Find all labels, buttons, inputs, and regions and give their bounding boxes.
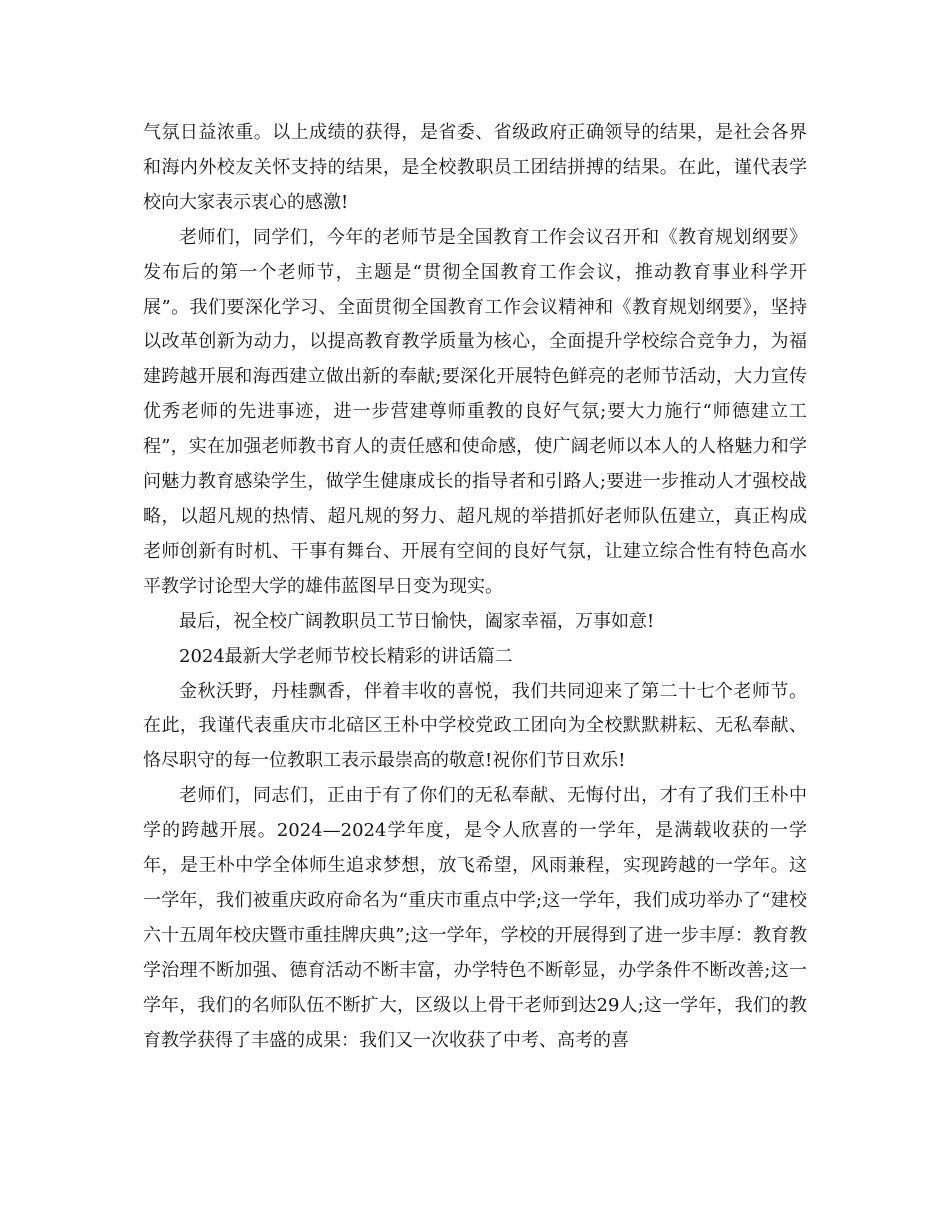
section-heading: 2024最新大学老师节校长精彩的讲话篇二 xyxy=(179,645,513,667)
paragraph-continuation: 气氛日益浓重。以上成绩的获得，是省委、省级政府正确领导的结果，是社会各界和海内外校友关怀支持的结果，是全校教职员工团结拼搏的结果。在此，谨代表学校向大家表示衷心的感激! xyxy=(143,122,807,213)
paragraph-achievements: 老师们，同志们，正由于有了你们的无私奉献、无悔付出，才有了我们王朴中学的跨越开展。2024—2024学年度，是令人欣喜的一学年，是满载收获的一学年，是王朴中学全体师生追求梦想，放飞希望，风雨兼程，实现跨越的一学年。这一学年，我们被重庆政府命名为“重庆市重点中学;这一学年，我们成功举办了“建校六十五周年校庆暨市重挂牌庆典”;这一学年，学校的开展得到了进一步丰厚：教育教学治理不断加强、德育活动不断丰富，办学特色不断彰显，办学条件不断改善;这一学年，我们的名师队伍不断扩大，区级以上骨干老师到达29人;这一学年，我们的教育教学获得了丰盛的成果：我们又一次收获了中考、高考的喜 xyxy=(143,785,807,1051)
paragraph-teachers-day-theme: 老师们，同学们，今年的老师节是全国教育工作会议召开和《教育规划纲要》发布后的第一个老师节，主题是“贯彻全国教育工作会议，推动教育事业科学开展”。我们要深化学习、全面贯彻全国教育工作会议精神和《教育规划纲要》，坚持以改革创新为动力，以提高教育教学质量为核心，全面提升学校综合竞争力，为福建跨越开展和海西建立做出新的奉献;要深化开展特色鲜亮的老师节活动，大力宣传优秀老师的先进事迹，进一步营建尊师重教的良好气氛;要大力施行“师德建立工程”，实在加强老师教书育人的责任感和使命感，使广阔老师以本人的人格魅力和学问魅力教育感染学生，做学生健康成长的指导者和引路人;要进一步推动人才强校战略，以超凡规的热情、超凡规的努力、超凡规的举措抓好老师队伍建立，真正构成老师创新有时机、干事有舞台、开展有空间的良好气氛，让建立综合性有特色高水平教学讨论型大学的雄伟蓝图早日变为现实。 xyxy=(143,226,807,597)
paragraph-closing-wishes: 最后，祝全校广阔教职员工节日愉快，阖家幸福，万事如意! xyxy=(179,610,655,632)
document-body xyxy=(143,116,807,1058)
paragraph-greeting: 金秋沃野，丹桂飘香，伴着丰收的喜悦，我们共同迎来了第二十七个老师节。在此，我谨代表重庆市北碚区王朴中学校党政工团向为全校默默耕耘、无私奉献、恪尽职守的每一位教职工表示最崇高的敬意!祝你们节日欢乐! xyxy=(143,680,807,772)
